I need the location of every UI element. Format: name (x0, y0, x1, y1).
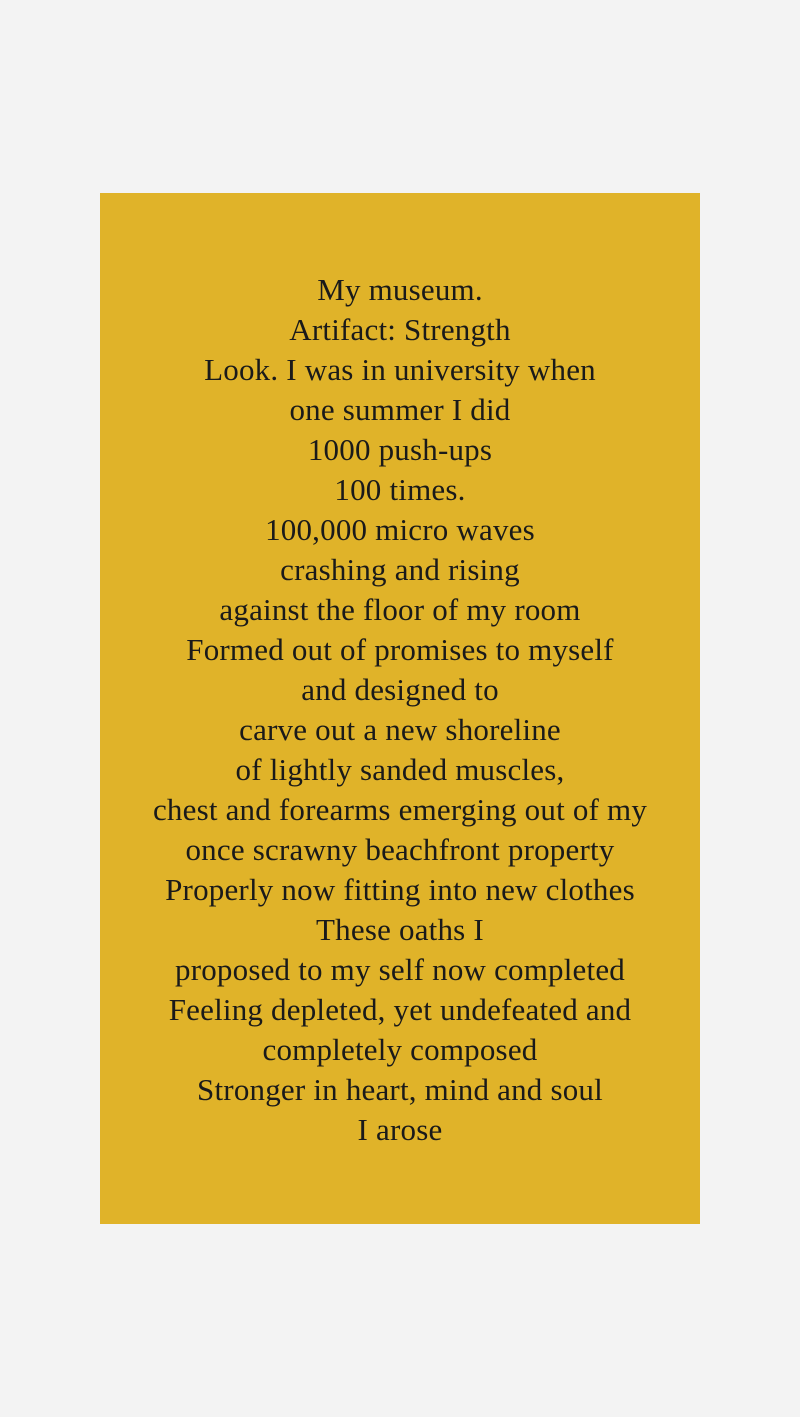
poem-line: and designed to (301, 672, 499, 707)
poem-line: 100,000 micro waves (265, 512, 535, 547)
poem-line: against the floor of my room (219, 592, 581, 627)
poem-line: Formed out of promises to myself (186, 632, 614, 667)
poem-line: crashing and rising (280, 552, 520, 587)
poem-line: Artifact: Strength (289, 312, 511, 347)
poem-line: once scrawny beachfront property (185, 832, 615, 867)
poem-line: I arose (357, 1112, 443, 1147)
poem-line: Stronger in heart, mind and soul (197, 1072, 603, 1107)
poem-line: My museum. (317, 272, 483, 307)
poem-line: These oaths I (316, 912, 484, 947)
poem-line: Properly now fitting into new clothes (165, 872, 635, 907)
poem-line: 1000 push-ups (307, 432, 493, 467)
poem-line: chest and forearms emerging out of my (152, 792, 648, 827)
poem-line: completely composed (262, 1032, 538, 1067)
poem-line: 100 times. (334, 472, 466, 507)
poem-line: proposed to my self now completed (175, 952, 625, 987)
poem-line: carve out a new shoreline (239, 712, 561, 747)
poem-line: Look. I was in university when (204, 352, 596, 387)
poem-line: of lightly sanded muscles, (235, 752, 565, 787)
poem-line: one summer I did (289, 392, 511, 427)
poem-line: Feeling depleted, yet undefeated and (168, 992, 632, 1027)
poem-text (0, 270, 800, 1150)
